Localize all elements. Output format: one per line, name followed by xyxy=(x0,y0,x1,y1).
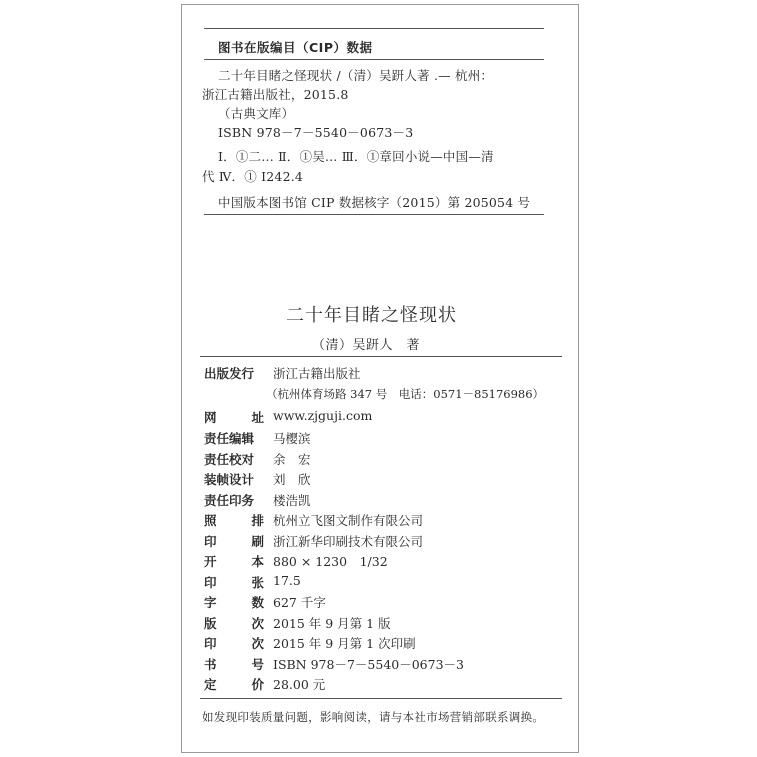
publisher-address: （杭州体育场路 347 号 电话：0571－85176986） xyxy=(266,387,545,401)
colophon-value: ISBN 978－7－5540－0673－3 xyxy=(273,657,464,672)
colophon-value: 2015 年 9 月第 1 版 xyxy=(273,616,391,631)
cip-line: 代 Ⅳ．① I242.4 xyxy=(202,169,304,184)
colophon-label: 开 本 xyxy=(204,554,264,569)
colophon-value: 2015 年 9 月第 1 次印刷 xyxy=(273,636,416,651)
cip-line: 二十年目睹之怪现状 /（清）吴趼人著 .— 杭州： xyxy=(218,68,494,83)
colophon-value: 28.00 元 xyxy=(273,677,326,692)
colophon-value: 马樱滨 xyxy=(273,431,311,446)
colophon-label: 网 址 xyxy=(204,410,264,425)
cip-bottom-rule xyxy=(204,214,544,215)
colophon-value: www.zjguji.com xyxy=(273,408,373,423)
colophon-top-rule xyxy=(200,356,562,357)
colophon-label: 定 价 xyxy=(204,677,264,692)
colophon-value: 楼浩凯 xyxy=(273,493,311,508)
colophon-label: 出版发行 xyxy=(204,366,255,381)
book-title: 二十年目睹之怪现状 xyxy=(286,305,457,326)
colophon-label: 照 排 xyxy=(204,513,264,528)
colophon-label: 责任校对 xyxy=(204,452,255,467)
colophon-value: 杭州立飞图文制作有限公司 xyxy=(273,513,424,528)
colophon-label: 版 次 xyxy=(204,616,264,631)
colophon-label: 印 张 xyxy=(204,575,264,590)
cip-line: （古典文库） xyxy=(218,106,295,121)
colophon-label: 装帧设计 xyxy=(204,472,255,487)
cip-line: ISBN 978－7－5540－0673－3 xyxy=(218,125,414,140)
colophon-label: 字 数 xyxy=(204,595,264,610)
cip-line: 浙江古籍出版社，2015.8 xyxy=(202,87,349,102)
colophon-value: 17.5 xyxy=(273,573,301,588)
colophon-bottom-rule xyxy=(200,698,562,699)
colophon-label: 印 刷 xyxy=(204,534,264,549)
colophon-value: 浙江新华印刷技术有限公司 xyxy=(273,534,424,549)
cip-title-rule xyxy=(204,59,544,60)
book-author: （清）吴趼人 著 xyxy=(312,338,421,353)
colophon-value: 880 × 1230 1/32 xyxy=(273,554,388,569)
copyright-page xyxy=(181,4,579,753)
colophon-value: 余 宏 xyxy=(273,452,311,467)
colophon-value: 浙江古籍出版社 xyxy=(273,366,361,381)
colophon-label: 印 次 xyxy=(204,636,264,651)
cip-top-rule xyxy=(204,28,544,29)
colophon-label: 责任编辑 xyxy=(204,431,255,446)
colophon-label: 书 号 xyxy=(204,657,264,672)
colophon-value: 627 千字 xyxy=(273,595,326,610)
cip-title: 图书在版编目（CIP）数据 xyxy=(218,40,373,55)
cip-line: 中国版本图书馆 CIP 数据核字（2015）第 205054 号 xyxy=(218,195,531,210)
cip-line: Ⅰ．①二… Ⅱ．①吴… Ⅲ．①章回小说—中国—清 xyxy=(218,149,494,164)
quality-notice: 如发现印装质量问题，影响阅读，请与本社市场营销部联系调换。 xyxy=(202,710,545,724)
colophon-label: 责任印务 xyxy=(204,493,255,508)
colophon-value: 刘 欣 xyxy=(273,472,311,487)
